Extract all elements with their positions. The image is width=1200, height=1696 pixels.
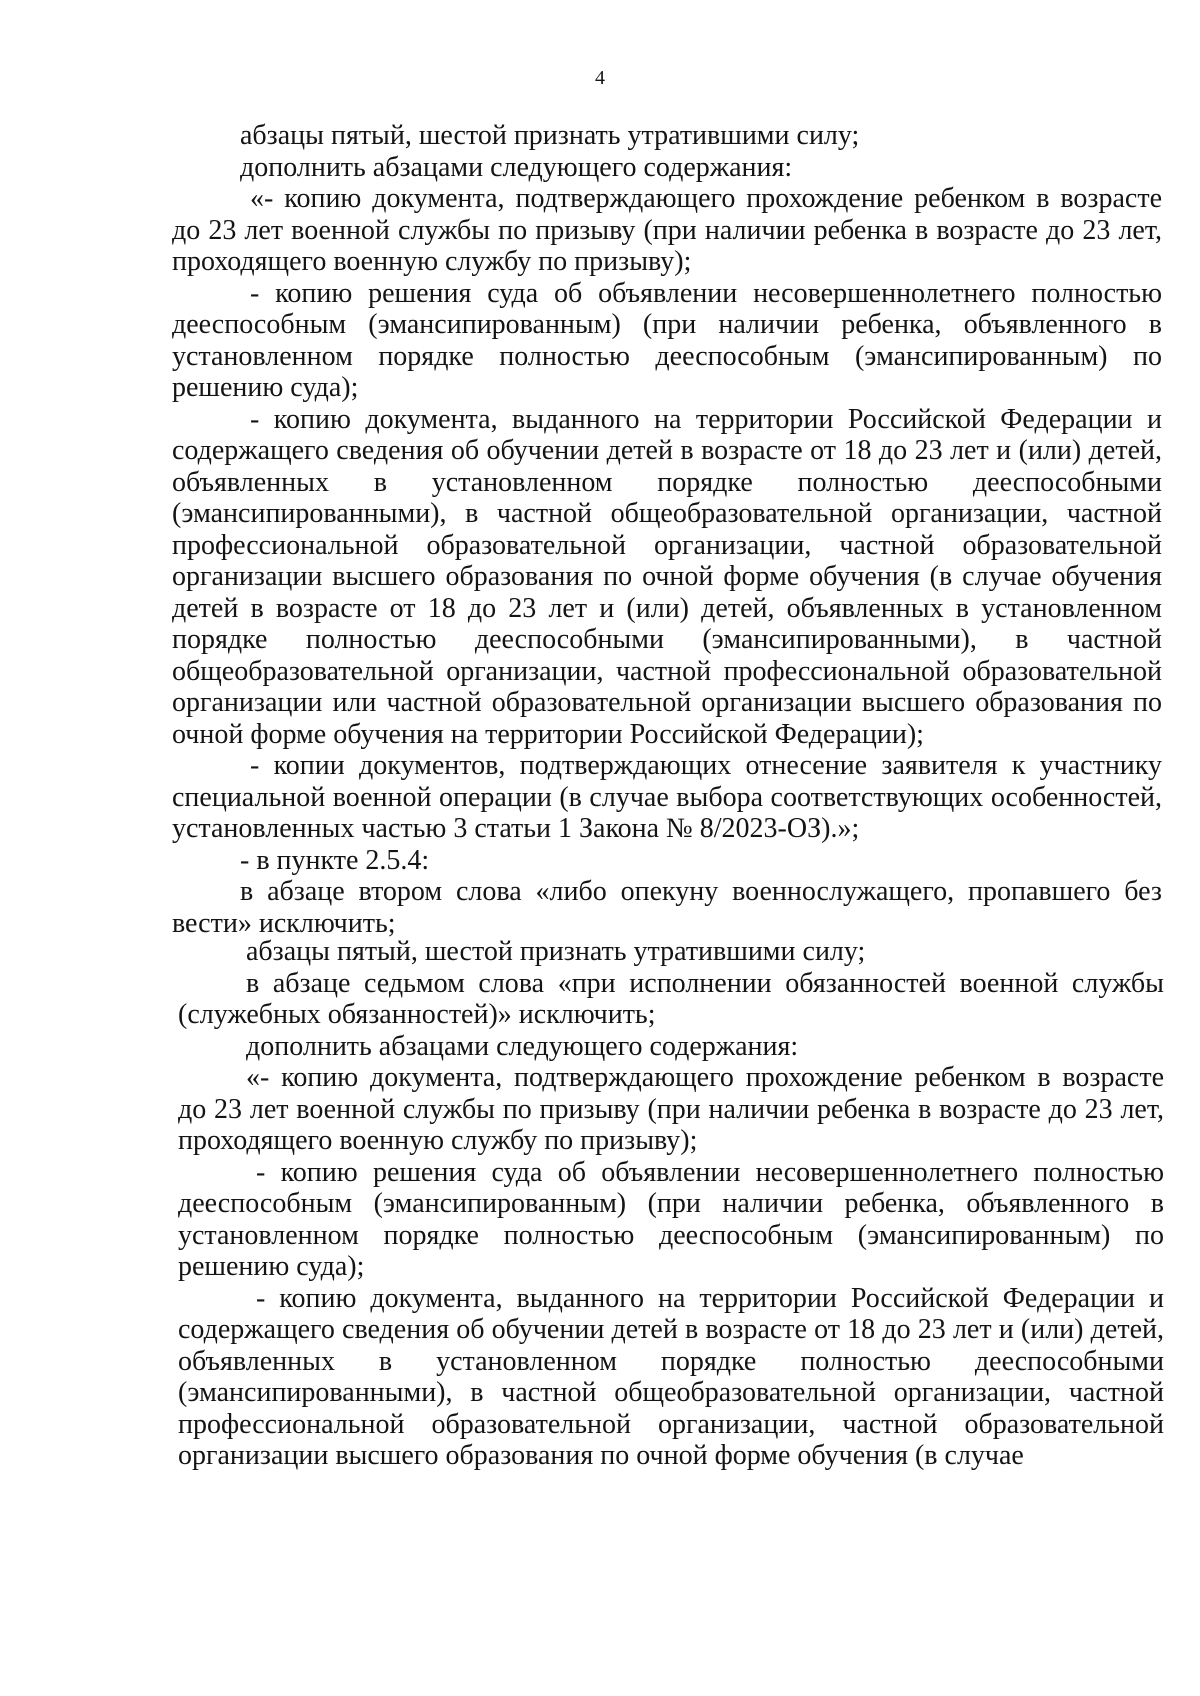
paragraph: - копию документа, выданного на территории Российской Федерации и содержащего сведения об обучении детей в возрасте от 18 до 23 лет и (или) детей, объявленных в установленном порядке полностью дееспособными (эмансипированными), в частной общеобразовательной организации, частной профессиональной образовательной организации, частной образовательной организации высшего образования по очной форме обучения (в случае обучения детей в возрасте от 18 до 23 лет и (или) детей, объявленных в установленном порядке полностью дееспособными (эмансипированными), в частной общеобразовательной организации, частной профессиональной образовательной организации или частной образовательной организации высшего образования по очной форме обучения на территории Российской Федерации); bbox=[172, 403, 1162, 750]
paragraph: «- копию документа, подтверждающего прохождение ребенком в возрасте до 23 лет военной службы по призыву (при наличии ребенка в возрасте до 23 лет, проходящего военную службу по призыву); bbox=[178, 1062, 1164, 1156]
text-block-top bbox=[172, 120, 1162, 939]
paragraph: «- копию документа, подтверждающего прохождение ребенком в возрасте до 23 лет военной службы по призыву (при наличии ребенка в возрасте до 23 лет, проходящего военную службу по призыву); bbox=[172, 183, 1162, 277]
paragraph: - копию документа, выданного на территории Российской Федерации и содержащего сведения об обучении детей в возрасте от 18 до 23 лет и (или) детей, объявленных в установленном порядке полностью дееспособными (эмансипированными), в частной общеобразовательной организации, частной профессиональной образовательной организации, частной образовательной организации высшего образования по очной форме обучения (в случае bbox=[178, 1282, 1164, 1471]
paragraph: - копию решения суда об объявлении несовершеннолетнего полностью дееспособным (эмансипированным) (при наличии ребенка, объявленного в установленном порядке полностью дееспособным (эмансипированным) по решению суда); bbox=[178, 1156, 1164, 1282]
paragraph: - копию решения суда об объявлении несовершеннолетнего полностью дееспособным (эмансипированным) (при наличии ребенка, объявленного в установленном порядке полностью дееспособным (эмансипированным) по решению суда); bbox=[172, 277, 1162, 403]
page-number: 4 bbox=[595, 67, 605, 89]
paragraph: дополнить абзацами следующего содержания: bbox=[246, 1030, 799, 1062]
text-block-bottom bbox=[178, 936, 1164, 1472]
paragraph: абзацы пятый, шестой признать утратившими силу; bbox=[240, 120, 860, 151]
paragraph: - в пункте 2.5.4: bbox=[240, 844, 430, 876]
paragraph: в абзаце седьмом слова «при исполнении обязанностей военной службы (служебных обязанностей)» исключить; bbox=[178, 967, 1164, 1030]
paragraph: абзацы пятый, шестой признать утратившими силу; bbox=[246, 936, 866, 967]
paragraph: - копии документов, подтверждающих отнесение заявителя к участнику специальной военной операции (в случае выбора соответствующих особенностей, установленных частью 3 статьи 1 Закона № 8/2023-ОЗ).»; bbox=[172, 750, 1162, 844]
paragraph: дополнить абзацами следующего содержания: bbox=[240, 151, 793, 183]
paragraph: в абзаце втором слова «либо опекуну военнослужащего, пропавшего без вести» исключить; bbox=[172, 876, 1162, 939]
